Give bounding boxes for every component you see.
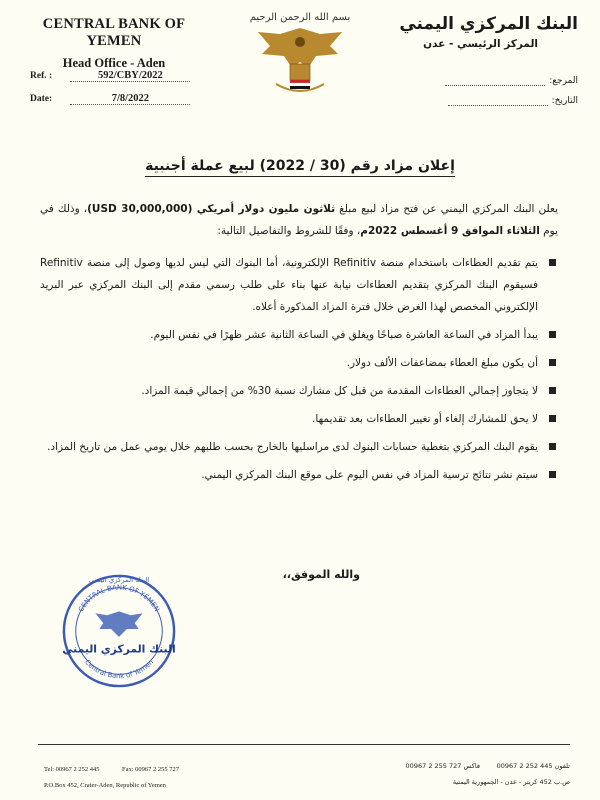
conditions-list <box>40 252 558 486</box>
condition-item <box>40 324 558 346</box>
condition-item <box>40 408 558 430</box>
footer-fax-ar: فاكس 727 255 2 00967 <box>405 762 480 770</box>
title-text: إعلان مزاد رقم (30 / 2022) لبيع عملة أجنبية <box>145 158 455 177</box>
ref-value: 592/CBY/2022 <box>70 70 190 82</box>
condition-text: يتم تقديم العطاءات باستخدام منصة Refinitiv الإلكترونية، أما البنوك التي ليس لديها وصول إلى منصة Refinitiv فسيقوم البنك المركزي بتقديم العطاءات نيابة عنها بناء على طلب رسمي مقدم إلى البنك المركزي عبر البريد الإلكتروني المخصص لهذا الغرض خلال فترة المزاد المذكورة أعلاه. <box>40 257 539 313</box>
footer-pobox-ar: ص.ب 452 كريتر - عدن - الجمهورية اليمنية <box>452 778 570 786</box>
ref-label-ar: المرجع: <box>549 76 578 86</box>
date-value: 7/8/2022 <box>70 93 190 105</box>
bullet-square <box>549 415 556 422</box>
footer-tel-en: Tel: 00967 2 252 445 <box>44 766 100 773</box>
intro-paragraph <box>40 198 558 242</box>
ref-label: Ref. : <box>30 71 53 81</box>
stamp-ring-bottom: Central Bank of Yemen <box>82 658 156 681</box>
ref-line-ar <box>445 76 545 86</box>
condition-text: سيتم نشر نتائج ترسية المزاد في نفس اليوم على موقع البنك المركزي اليمني. <box>201 469 538 481</box>
stamp-eagle-icon <box>95 611 142 637</box>
bullet-square <box>549 259 556 266</box>
letterhead-english <box>14 16 214 71</box>
yemen-eagle-emblem <box>240 6 360 102</box>
date-row <box>30 93 190 105</box>
condition-text: يقوم البنك المركزي بتغطية حسابات البنوك لدى مراسليها بالخارج بحسب طلبهم خلال يومي عمل من تاريخ المزاد. <box>47 441 538 453</box>
condition-item <box>40 436 558 458</box>
condition-text: لا يتجاوز إجمالي العطاءات المقدمة من قبل كل مشارك نسبة 30% من إجمالي قيمة المزاد. <box>141 385 538 397</box>
date-line-ar <box>448 96 548 106</box>
footer-divider <box>38 744 570 745</box>
bullet-square <box>549 359 556 366</box>
condition-item <box>40 352 558 374</box>
official-stamp <box>60 572 178 690</box>
footer-tel-ar: تلفون 445 252 2 00967 <box>496 762 570 770</box>
condition-text: يبدأ المزاد في الساعة العاشرة صباحًا ويغلق في الساعة الثانية عشر ظهرًا في نفس اليوم. <box>150 329 538 341</box>
basmala: بسم الله الرحمن الرحيم <box>249 12 351 23</box>
bullet-square <box>549 387 556 394</box>
office-name-ar: المركز الرئيسي - عدن <box>423 38 538 50</box>
letterhead-arabic <box>398 14 578 50</box>
closing-phrase: والله الموفق،، <box>282 568 360 581</box>
condition-text: أن يكون مبلغ العطاء بمضاعفات الألف دولار. <box>346 357 538 369</box>
announcement-title <box>0 158 600 174</box>
intro-mid: ، وذلك في يوم <box>40 203 558 237</box>
ref-row <box>30 70 190 82</box>
bank-name-ar: البنك المركزي اليمني <box>399 14 578 34</box>
office-name-en: Head Office - Aden <box>62 56 166 70</box>
stamp-top-ar: البنك المركزي اليمني <box>88 575 150 584</box>
condition-text: لا يحق للمشارك إلغاء أو تغيير العطاءات بعد تقديمها. <box>312 413 538 425</box>
footer-pobox-en: P.O.Box 452, Crater-Aden, Republic of Yemen <box>44 782 166 789</box>
bullet-square <box>549 471 556 478</box>
condition-item <box>40 252 558 318</box>
intro-amount: ثلاثون مليون دولار أمريكي (30,000,000 USD) <box>87 203 336 215</box>
footer-fax-en: Fax: 00967 2 255 727 <box>122 766 180 773</box>
stamp-ring-en: CENTRAL BANK OF YEMEN <box>76 583 162 614</box>
bullet-square <box>549 331 556 338</box>
date-row-ar <box>448 96 578 106</box>
intro-day: الثلاثاء الموافق 9 أغسطس 2022م <box>360 225 540 237</box>
stamp-center-ar: البنك المركزي اليمني <box>62 642 176 656</box>
intro-start: يعلن البنك المركزي اليمني عن فتح مزاد لبيع مبلغ <box>335 203 558 215</box>
condition-item <box>40 464 558 486</box>
date-label: Date: <box>30 94 53 104</box>
ref-row-ar <box>445 76 578 86</box>
date-label-ar: التاريخ: <box>551 96 578 106</box>
intro-end: ، وفقًا للشروط والتفاصيل التالية: <box>217 225 361 237</box>
condition-item <box>40 380 558 402</box>
bullet-square <box>549 443 556 450</box>
announcement-body <box>40 198 558 492</box>
bank-name-en: CENTRAL BANK OF YEMEN <box>42 16 186 49</box>
